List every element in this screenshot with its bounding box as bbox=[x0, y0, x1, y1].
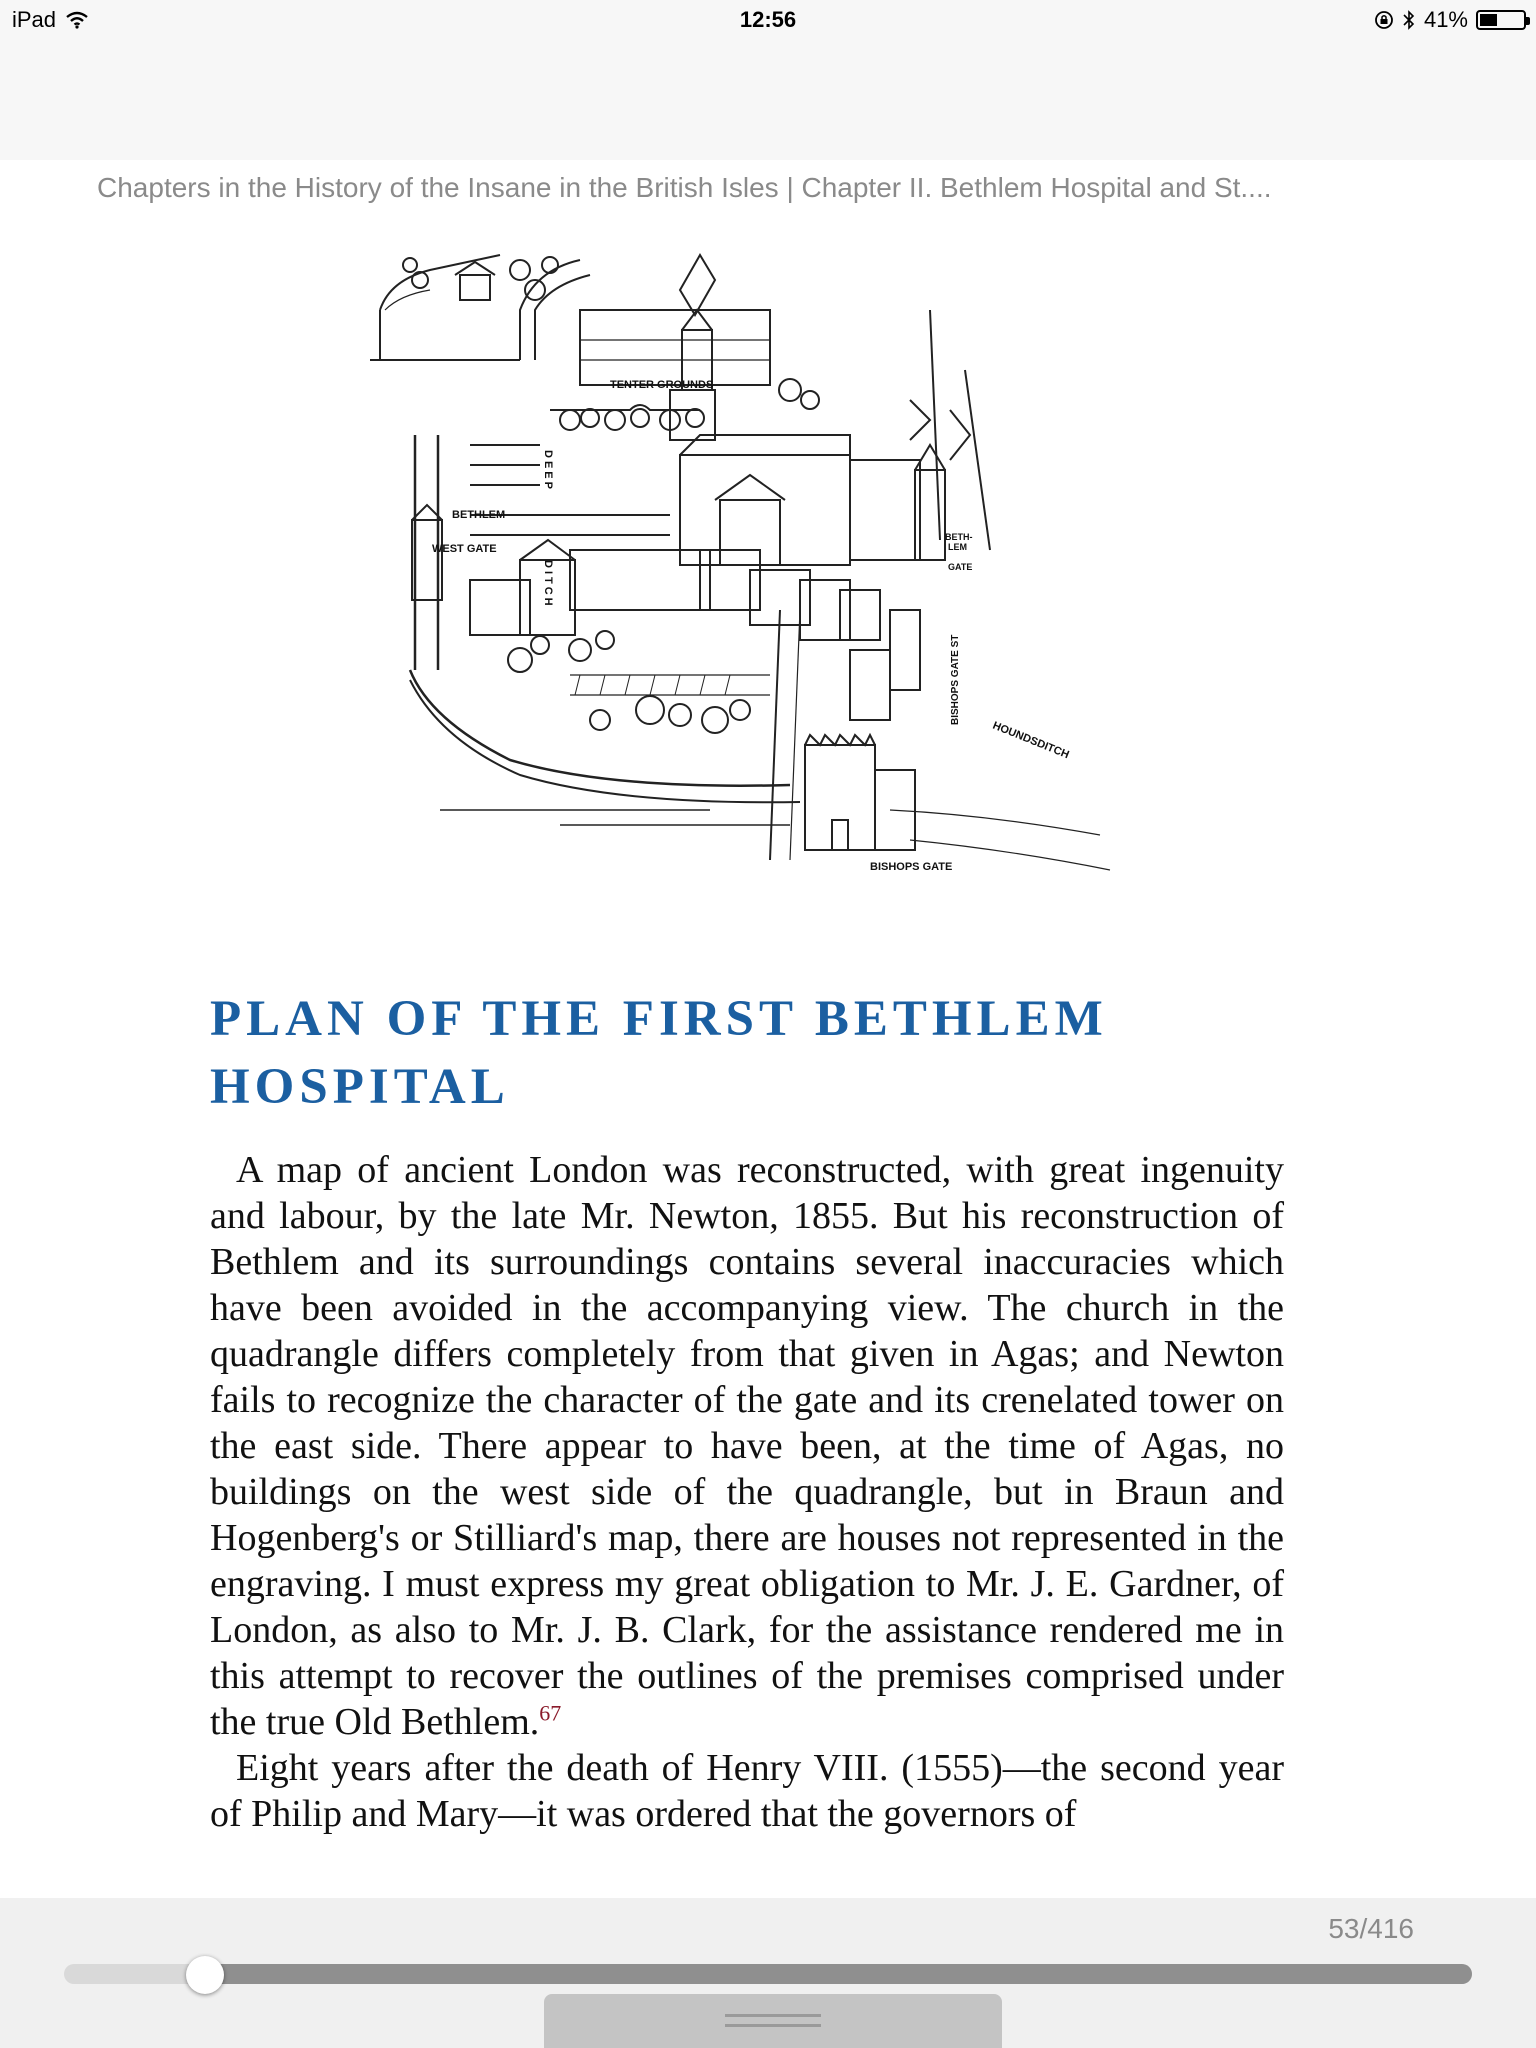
battery-icon bbox=[1476, 10, 1526, 30]
page-indicator: 53/416 bbox=[1328, 1913, 1414, 1944]
map-label-west-gate: WEST GATE bbox=[432, 543, 497, 555]
paragraph bbox=[210, 1147, 1284, 1745]
map-label-bethlem: BETHLEM bbox=[452, 509, 506, 521]
map-label-gate: GATE bbox=[948, 562, 973, 572]
map-label-tenter-grounds: TENTER GROUNDS bbox=[610, 379, 714, 391]
map-label-bishops-gate-st: BISHOPS GATE ST bbox=[950, 634, 961, 725]
map-label-ditch: DITCH bbox=[542, 560, 554, 609]
status-bar bbox=[0, 0, 1536, 40]
grip-line bbox=[725, 2014, 821, 2017]
map-label-houndsditch: HOUNDSDITCH bbox=[990, 719, 1071, 762]
battery-level-fill bbox=[1480, 14, 1497, 26]
status-time: 12:56 bbox=[739, 7, 797, 32]
body-text bbox=[210, 1147, 1284, 1837]
orientation-lock-icon bbox=[1374, 10, 1394, 30]
footnote-link[interactable]: 67 bbox=[539, 1700, 562, 1726]
page-scrubber-fill bbox=[205, 1964, 1472, 1984]
status-right bbox=[1374, 7, 1526, 33]
map-label-deep: DEEP bbox=[542, 450, 554, 492]
paragraph-text: A map of ancient London was reconstructed, with great ingenuity and labour, by the late Mr. Newton, 1855. But his reconstruction of Bethlem and its surroundings contains several inaccuracies which have been avoided in the accompanying view. The church in the quadrangle differs completely from that given in Agas; and Newton fails to recognize the character of the gate and its crenelated tower on the east side. There appear to have been, at the time of Agas, no buildings on the west side of the quadrangle, but in Braun and Hogenberg's or Stilliard's map, there are houses not represented in the engraving. I must express my great obligation to Mr. J. E. Gardner, of London, as also to Mr. J. B. Clark, for the assistance rendered me in this attempt to recover the outlines of the premises comprised under the true Old Bethlem. bbox=[210, 1149, 1284, 1743]
map-label-beth: BETH- bbox=[945, 532, 973, 542]
grip-line bbox=[725, 2024, 821, 2027]
bethlem-plan-figure bbox=[370, 250, 1130, 890]
map-label-bishops-gate: BISHOPS GATE bbox=[870, 861, 953, 873]
bluetooth-icon bbox=[1402, 9, 1416, 31]
map-label-lem: LEM bbox=[948, 542, 967, 552]
page-scrubber-knob[interactable] bbox=[186, 1956, 224, 1994]
section-heading: PLAN OF THE FIRST BETHLEM HOSPITAL bbox=[210, 991, 1108, 1115]
battery-percent: 41% bbox=[1423, 7, 1468, 32]
drawer-handle[interactable] bbox=[544, 1994, 1002, 2048]
paragraph: Eight years after the death of Henry VIII. (1555)—the second year of Philip and Mary—it was ordered that the governors of bbox=[210, 1747, 1284, 1835]
breadcrumb: Chapters in the History of the Insane in the British Isles | Chapter II. Bethlem Hospital and St.... bbox=[97, 172, 1272, 203]
page-scrubber-track[interactable] bbox=[64, 1964, 1472, 1984]
toolbar-area bbox=[0, 40, 1536, 160]
device-name: iPad bbox=[12, 7, 57, 32]
